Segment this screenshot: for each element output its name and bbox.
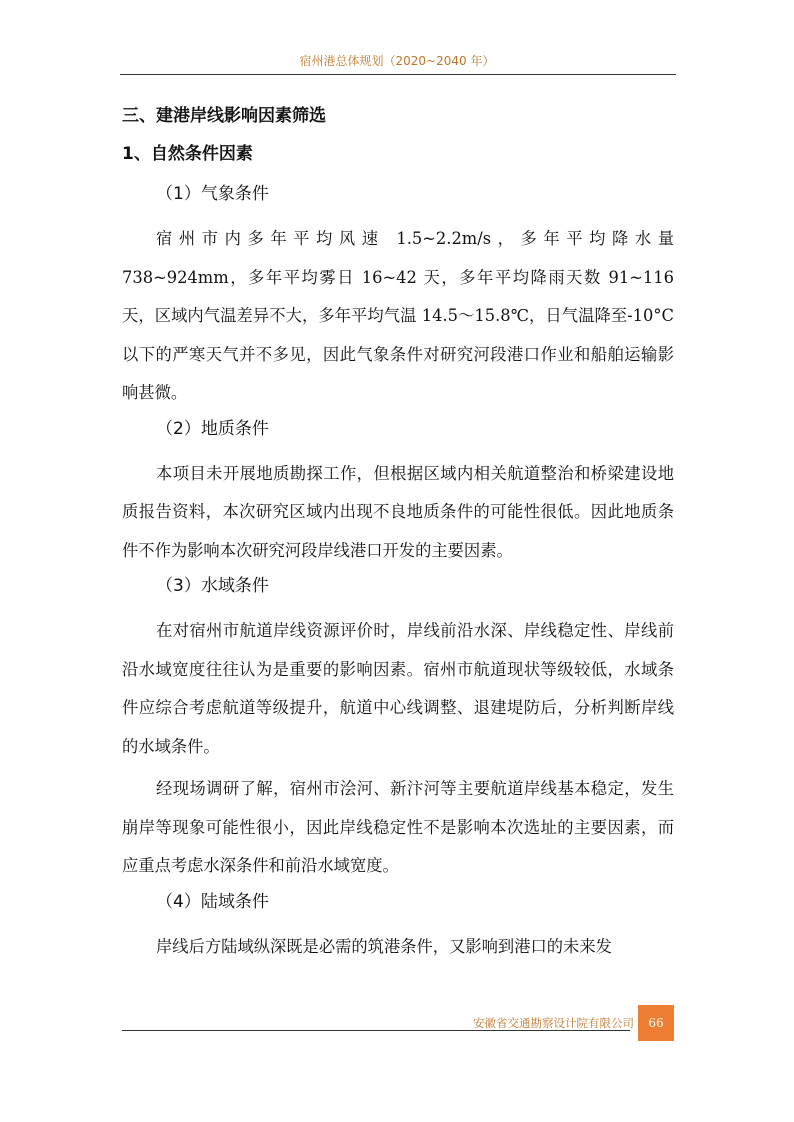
footer-rule: [122, 1030, 630, 1031]
item-heading-land: （4）陆域条件: [156, 891, 269, 912]
header-rule: [120, 74, 676, 75]
paragraph-geology: 本项目未开展地质勘探工作，但根据区域内相关航道整治和桥梁建设地质报告资料，本次研究区域内出现不良地质条件的可能性很低。因此地质条件不作为影响本次研究河段岸线港口开发的主要因素。: [122, 463, 674, 560]
section-title: 三、建港岸线影响因素筛选: [122, 106, 326, 126]
page-body: [122, 92, 674, 970]
paragraph-land: 岸线后方陆域纵深既是必需的筑港条件，又影响到港口的未来发: [156, 936, 612, 956]
page-number: 66: [638, 1005, 674, 1041]
item-heading-water: （3）水域条件: [156, 576, 269, 596]
paragraph-water-1: 在对宿州市航道岸线资源评价时，岸线前沿水深、岸线稳定性、岸线前沿水域宽度往往认为是重要的影响因素。宿州市航道现状等级较低，水域条件应综合考虑航道等级提升，航道中心线调整、退建堤防后，分析判断岸线的水域条件。: [122, 621, 674, 756]
item-heading-geology: （2）地质条件: [156, 418, 269, 439]
paragraph-water-2: 经现场调研了解，宿州市浍河、新汴河等主要航道岸线基本稳定，发生崩岸等现象可能性很小，因此岸线稳定性不是影响本次选址的主要因素，而应重点考虑水深条件和前沿水域宽度。: [122, 779, 674, 875]
paragraph-weather: 宿州市内多年平均风速 1.5~2.2m/s，多年平均降水量 738~924mm，多年平均雾日 16~42 天，多年平均降雨天数 91~116 天，区域内气温差异不大，多年平均气温 14.5～15.8℃，日气温降至-10°C 以下的严寒天气并不多见，因此气象条件对研究河段港口作业和船舶运输影响甚微。: [122, 229, 674, 402]
header-title: 宿州港总体规划（2020~2040 年）: [299, 54, 495, 68]
item-heading-weather: （1）气象条件: [156, 184, 269, 204]
subsection-title: 1、自然条件因素: [122, 144, 253, 164]
footer-company: 安徽省交通勘察设计院有限公司: [473, 1016, 634, 1030]
